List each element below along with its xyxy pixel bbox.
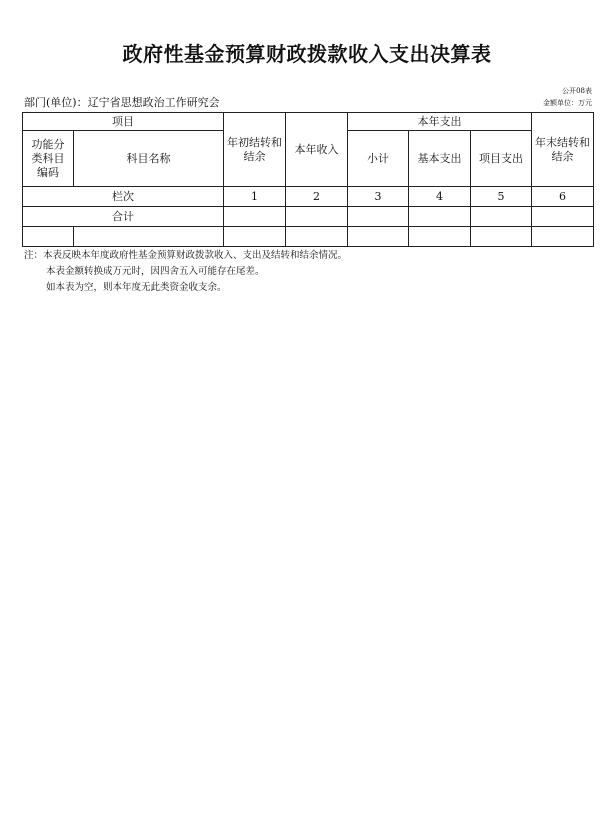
header-expenditure: 本年支出 <box>348 113 532 131</box>
header-func-code: 功能分类科目编码 <box>23 131 74 187</box>
total-cell <box>224 207 286 227</box>
empty-cell <box>74 227 224 247</box>
header-project: 项目支出 <box>471 131 532 187</box>
header-begin-balance: 年初结转和结余 <box>224 113 286 187</box>
header-item: 项目 <box>23 113 224 131</box>
total-cell <box>286 207 348 227</box>
empty-cell <box>224 227 286 247</box>
page-title: 政府性基金预算财政拨款收入支出决算表 <box>122 42 492 66</box>
header-row-1 <box>23 113 594 131</box>
empty-cell <box>286 227 348 247</box>
notes <box>24 248 347 296</box>
header-subtotal: 小计 <box>348 131 409 187</box>
header-basic: 基本支出 <box>409 131 471 187</box>
amount-unit: 金额单位：万元 <box>543 99 592 107</box>
col-num-1: 1 <box>224 187 286 207</box>
total-cell <box>348 207 409 227</box>
department-label: 部门(单位)：辽宁省思想政治工作研究会 <box>24 96 220 109</box>
col-num-6: 6 <box>532 187 594 207</box>
note-line-3: 如本表为空，则本年度无此类资金收支余。 <box>46 282 227 293</box>
col-num-3: 3 <box>348 187 409 207</box>
header-end-balance: 年末结转和结余 <box>532 113 594 187</box>
total-cell <box>532 207 594 227</box>
header-subject-name: 科目名称 <box>74 131 224 187</box>
total-cell <box>471 207 532 227</box>
col-num-4: 4 <box>409 187 471 207</box>
total-label: 合计 <box>23 207 224 227</box>
header-income: 本年收入 <box>286 113 348 187</box>
total-cell <box>409 207 471 227</box>
total-row <box>23 207 594 227</box>
column-number-row <box>23 187 594 207</box>
empty-cell <box>471 227 532 247</box>
empty-cell <box>532 227 594 247</box>
empty-cell <box>409 227 471 247</box>
empty-cell <box>348 227 409 247</box>
note-line-1: 注：本表反映本年度政府性基金预算财政拨款收入、支出及结转和结余情况。 <box>24 250 348 261</box>
form-number: 公开08表 <box>562 87 592 95</box>
col-num-2: 2 <box>286 187 348 207</box>
col-num-5: 5 <box>471 187 532 207</box>
budget-table <box>22 112 594 247</box>
empty-row <box>23 227 594 247</box>
col-row-label: 栏次 <box>23 187 224 207</box>
empty-cell <box>23 227 74 247</box>
note-line-2: 本表金额转换成万元时，因四舍五入可能存在尾差。 <box>46 266 265 277</box>
